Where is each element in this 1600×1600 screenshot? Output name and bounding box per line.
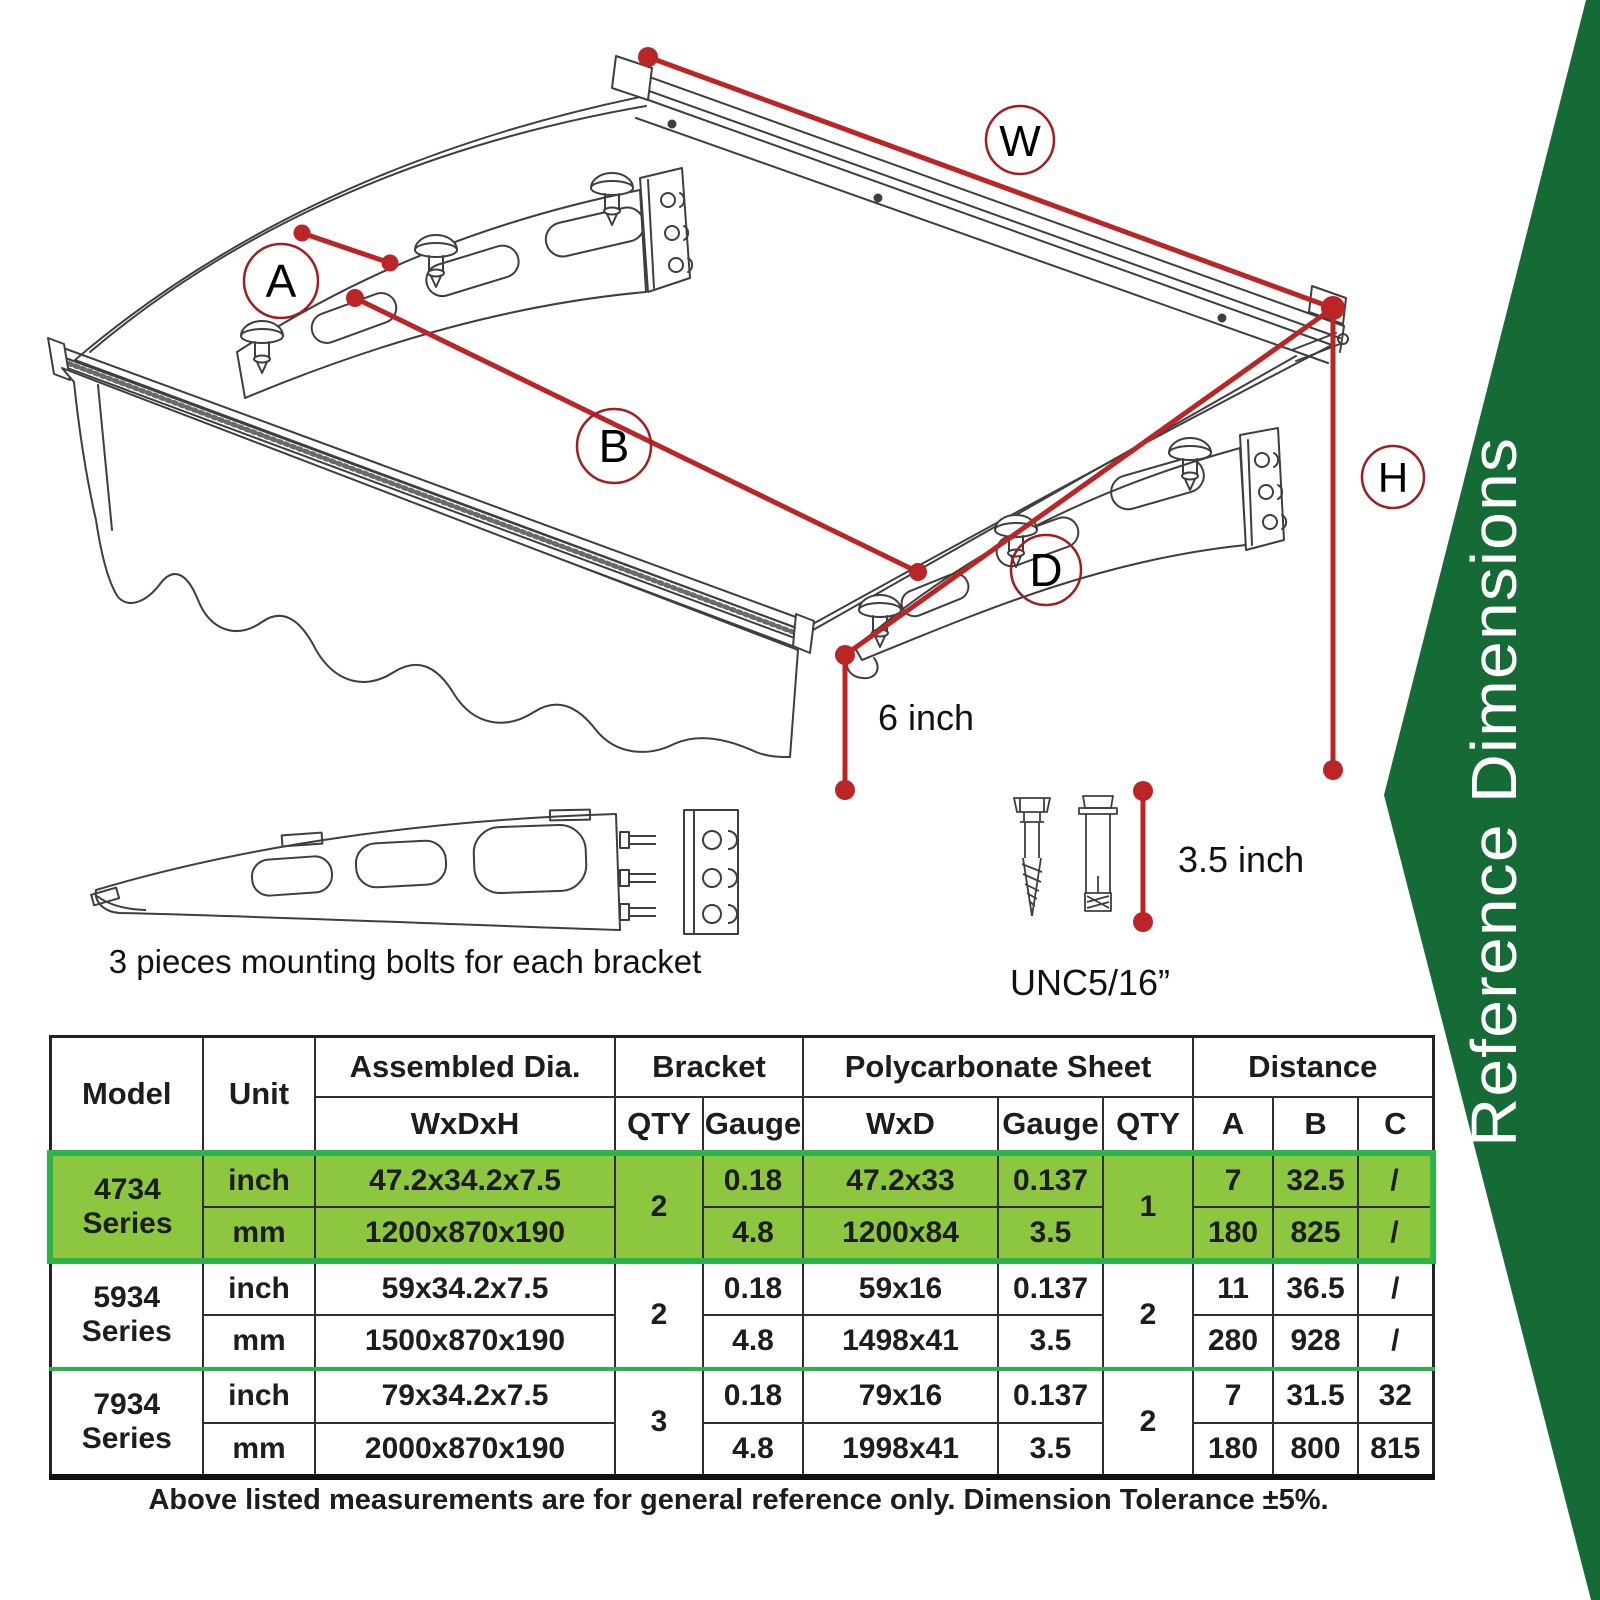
bracket-gauge-cell: 0.18 xyxy=(703,1153,803,1207)
mounting-bolts xyxy=(1014,796,1117,916)
wdh-cell: 59x34.2x7.5 xyxy=(315,1261,615,1315)
col-header-c: C xyxy=(1358,1097,1433,1153)
table-row xyxy=(50,1423,1433,1477)
dist-c-cell: / xyxy=(1358,1315,1433,1369)
dist-a-cell: 11 xyxy=(1193,1261,1273,1315)
col-header-bracket-qty: QTY xyxy=(615,1097,703,1153)
table-row xyxy=(50,1315,1433,1369)
sheet-qty-cell: 2 xyxy=(1103,1261,1193,1369)
label-h: H xyxy=(1377,454,1409,501)
dist-b-cell: 32.5 xyxy=(1273,1153,1358,1207)
wdh-cell: 1200x870x190 xyxy=(315,1207,615,1261)
col-header-sheet-wxd: WxD xyxy=(803,1097,998,1153)
sheet-qty-cell: 1 xyxy=(1103,1153,1193,1261)
col-header-unit: Unit xyxy=(203,1037,315,1153)
col-header-a: A xyxy=(1193,1097,1273,1153)
col-header-bracket-gauge: Gauge xyxy=(703,1097,803,1153)
sheet-gauge-cell: 3.5 xyxy=(998,1423,1103,1477)
bolt-length-label: 3.5 inch xyxy=(1178,839,1305,880)
label-b: B xyxy=(598,420,630,472)
model-cell: 4734 Series xyxy=(50,1153,203,1261)
col-header-assembled: Assembled Dia. xyxy=(315,1037,615,1097)
unit-cell: mm xyxy=(203,1207,315,1261)
wdh-cell: 2000x870x190 xyxy=(315,1423,615,1477)
awning-line-art xyxy=(48,56,1348,757)
bracket-caption: 3 pieces mounting bolts for each bracket xyxy=(108,943,702,980)
sheet-wxd-cell: 1998x41 xyxy=(803,1423,998,1477)
channel-screw xyxy=(669,121,676,128)
sheet-wxd-cell: 47.2x33 xyxy=(803,1153,998,1207)
sheet-wxd-cell: 1498x41 xyxy=(803,1315,998,1369)
col-header-sheet: Polycarbonate Sheet xyxy=(803,1037,1193,1097)
dist-c-cell: / xyxy=(1358,1153,1433,1207)
dist-a-cell: 180 xyxy=(1193,1423,1273,1477)
dist-b-cell: 800 xyxy=(1273,1423,1358,1477)
dist-b-cell: 36.5 xyxy=(1273,1261,1358,1315)
channel-screw xyxy=(1219,315,1226,322)
dist-c-cell: 32 xyxy=(1358,1369,1433,1423)
unit-cell: inch xyxy=(203,1153,315,1207)
wdh-cell: 79x34.2x7.5 xyxy=(315,1369,615,1423)
model-cell: 5934 Series xyxy=(50,1261,203,1369)
lag-screw-icon xyxy=(1014,798,1050,916)
bracket-qty-cell: 2 xyxy=(615,1261,703,1369)
bolt-spec-label: UNC5/16” xyxy=(1009,962,1171,1003)
wdh-cell: 1500x870x190 xyxy=(315,1315,615,1369)
sheet-gauge-cell: 0.137 xyxy=(998,1153,1103,1207)
label-d: D xyxy=(1029,544,1063,596)
wdh-cell: 47.2x34.2x7.5 xyxy=(315,1153,615,1207)
dist-a-cell: 7 xyxy=(1193,1153,1273,1207)
col-header-distance: Distance xyxy=(1193,1037,1433,1097)
spec-table xyxy=(47,1035,1436,1480)
model-cell: 7934 Series xyxy=(50,1369,203,1477)
col-header-sheet-gauge: Gauge xyxy=(998,1097,1103,1153)
dist-c-cell: 815 xyxy=(1358,1423,1433,1477)
col-header-model: Model xyxy=(50,1037,203,1153)
unit-cell: inch xyxy=(203,1369,315,1423)
dist-c-cell: / xyxy=(1358,1207,1433,1261)
unit-cell: mm xyxy=(203,1315,315,1369)
col-header-b: B xyxy=(1273,1097,1358,1153)
sheet-qty-cell: 2 xyxy=(1103,1369,1193,1477)
dist-c-cell: / xyxy=(1358,1261,1433,1315)
sheet-gauge-cell: 0.137 xyxy=(998,1369,1103,1423)
sheet-wxd-cell: 1200x84 xyxy=(803,1207,998,1261)
bracket-qty-cell: 3 xyxy=(615,1369,703,1477)
table-row xyxy=(50,1207,1433,1261)
dist-b-cell: 31.5 xyxy=(1273,1369,1358,1423)
dist-a-cell: 7 xyxy=(1193,1369,1273,1423)
unit-cell: mm xyxy=(203,1423,315,1477)
tolerance-footnote: Above listed measurements are for general reference only. Dimension Tolerance ±5%. xyxy=(148,1484,1329,1516)
side-arm xyxy=(96,814,620,930)
dist-a-cell: 280 xyxy=(1193,1315,1273,1369)
sheet-wxd-cell: 79x16 xyxy=(803,1369,998,1423)
side-stud xyxy=(620,870,656,886)
dist-a-cell: 180 xyxy=(1193,1207,1273,1261)
bracket-side-view xyxy=(91,810,738,934)
right-bracket-plate xyxy=(1240,428,1284,550)
bracket-qty-cell: 2 xyxy=(615,1153,703,1261)
bracket-gauge-cell: 4.8 xyxy=(703,1315,803,1369)
anchor-bolt-icon xyxy=(1079,796,1117,911)
bracket-gauge-cell: 0.18 xyxy=(703,1369,803,1423)
dist-b-cell: 825 xyxy=(1273,1207,1358,1261)
label-w: W xyxy=(999,117,1041,166)
side-plate xyxy=(684,810,738,934)
bracket-gauge-cell: 4.8 xyxy=(703,1423,803,1477)
table-row xyxy=(50,1369,1433,1423)
bracket-gauge-cell: 0.18 xyxy=(703,1261,803,1315)
side-stud xyxy=(620,904,656,920)
label-a: A xyxy=(265,255,297,307)
col-header-wdh: WxDxH xyxy=(315,1097,615,1153)
table-row xyxy=(50,1261,1433,1315)
table-row xyxy=(50,1153,1433,1207)
sheet-gauge-cell: 0.137 xyxy=(998,1261,1103,1315)
side-stud xyxy=(620,832,656,848)
front-height-label: 6 inch xyxy=(878,697,975,738)
dist-b-cell: 928 xyxy=(1273,1315,1358,1369)
sheet-gauge-cell: 3.5 xyxy=(998,1315,1103,1369)
sheet-wxd-cell: 59x16 xyxy=(803,1261,998,1315)
channel-screw xyxy=(875,195,882,202)
sheet-gauge-cell: 3.5 xyxy=(998,1207,1103,1261)
unit-cell: inch xyxy=(203,1261,315,1315)
col-header-bracket: Bracket xyxy=(615,1037,803,1097)
col-header-sheet-qty: QTY xyxy=(1103,1097,1193,1153)
bracket-gauge-cell: 4.8 xyxy=(703,1207,803,1261)
banner-label: Reference Dimensions xyxy=(1458,479,1530,1147)
